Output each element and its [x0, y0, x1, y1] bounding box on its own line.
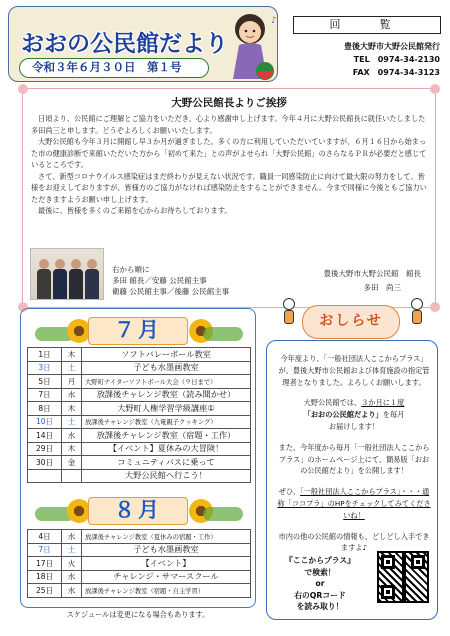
svg-text:♪: ♪ — [271, 16, 277, 26]
schedule-weekday: 月 — [62, 375, 82, 389]
notice-paragraph: また、今年度から毎月「一般社団法人ここからプラス」のホームページ上にて、簡易版「おおの公民館だより」を公開します！ — [278, 442, 430, 476]
schedule-weekday: 水 — [62, 530, 82, 544]
qr-finder-pattern — [411, 555, 425, 569]
schedule-event: ソフトバレーボール教室 — [82, 348, 251, 362]
qr-instructions — [275, 555, 365, 613]
schedule-row — [28, 469, 251, 483]
greeting-body — [31, 113, 429, 217]
qr-text-line: 右のQRコード — [294, 590, 346, 600]
schedule-event: 放課後チャレンジ教室（読み聞かせ） — [82, 388, 251, 402]
schedule-weekday: 木 — [62, 348, 82, 362]
schedule-day: 7日 — [28, 388, 62, 402]
schedule-weekday: 土 — [62, 543, 82, 557]
schedule-event: 【イベント】夏休みの大冒険！ — [82, 442, 251, 456]
leaf-decoration — [203, 507, 243, 521]
july-schedule-table — [27, 347, 251, 483]
schedule-event: 子ども水墨画教室 — [82, 361, 251, 375]
schedule-event: 放課後チャレンジ教室（宿題・工作） — [82, 429, 251, 443]
frame-corner-dot — [18, 84, 28, 94]
schedule-day: 4日 — [28, 530, 62, 544]
schedule-event: コミュニティバスに乗って — [82, 456, 251, 470]
staff-photo — [30, 248, 104, 300]
notice-paragraph — [277, 486, 431, 521]
schedule-weekday: 木 — [62, 402, 82, 416]
august-banner — [31, 497, 245, 525]
notice-text-underlined: 「一般社団法人ここからプラス」・・・通称「ココプラ」のHPをチェックしてみてくださいね！ — [277, 487, 431, 520]
schedule-weekday — [62, 469, 82, 483]
notice-badge: おしらせ — [302, 305, 400, 339]
greeting-paragraph: 日頃より、公民館にご理解とご協力をいただき、心より感謝申し上げます。今年４月に大野公民館長に就任いたしました多田尚三と申します。どうぞよろしくお願いいたします。 — [31, 114, 426, 135]
notice-text: ぜひ、 — [278, 487, 301, 497]
schedule-event: チャレンジ・サマースクール — [82, 570, 251, 584]
signature-name: 多田 尚三 — [363, 283, 401, 292]
schedule-weekday: 火 — [62, 557, 82, 571]
schedule-weekday: 水 — [62, 429, 82, 443]
greeting-title: 大野公民館長よりご挨拶 — [171, 97, 287, 109]
notice-paragraph — [277, 397, 431, 432]
caption-line: 多田 館長／安藤 公民館主事 — [112, 276, 207, 285]
schedule-day: 10日 — [28, 415, 62, 429]
schedule-day: 25日 — [28, 584, 62, 598]
schedule-weekday: 水 — [62, 584, 82, 598]
schedule-row — [28, 543, 251, 557]
issue-date: 令和３年６月３０日 第１号 — [19, 58, 209, 78]
schedule-day: 8日 — [28, 402, 62, 416]
schedule-day: 3日 — [28, 361, 62, 375]
staff-figure — [53, 259, 67, 299]
notice-text-bold: 「おおの公民館だより」 — [303, 410, 383, 420]
schedule-row — [28, 584, 251, 598]
schedule-day: 14日 — [28, 429, 62, 443]
schedule-row — [28, 361, 251, 375]
schedule-weekday: 木 — [62, 442, 82, 456]
notice-paragraph: 今年度より、「一般社団法人ここからプラス」が、豊後大野市公民館および体育施設の指定管理者となりました。よろしくお願いします。 — [278, 354, 430, 387]
notice-text: お届けします！ — [328, 421, 380, 431]
schedule-day: 17日 — [28, 557, 62, 571]
publisher-name: 豊後大野市大野公民館発行 — [344, 42, 440, 51]
frame-corner-dot — [430, 84, 440, 94]
greeting-paragraph: 大野公民館も今年３月に開館し早３か月が過ぎました。多くの方に利用していただいていますが、６月１６日から始まった市の健康診断で来館いただいた方から「初めて来た」との声がよせられ「大野公民館」のさらなるＰＲが必要だと感じているところです。 — [31, 137, 427, 169]
schedule-section — [20, 308, 256, 608]
caption-line: 右から順に — [112, 265, 150, 274]
august-label: ８月 — [88, 497, 188, 525]
schedule-row — [28, 415, 251, 429]
staff-figure — [85, 259, 99, 299]
schedule-event: 【イベント】 — [82, 557, 251, 571]
schedule-row — [28, 456, 251, 470]
schedule-row — [28, 388, 251, 402]
schedule-row — [28, 442, 251, 456]
frame-corner-dot — [430, 302, 440, 312]
qr-text-line: or — [315, 579, 325, 588]
schedule-day: 1日 — [28, 348, 62, 362]
schedule-weekday: 金 — [62, 456, 82, 470]
staff-figure — [69, 259, 83, 299]
photo-caption — [112, 264, 229, 297]
schedule-event: 大野町ナイターソフトボール大会（９日まで） — [82, 375, 251, 389]
schedule-weekday: 水 — [62, 388, 82, 402]
notice-figure-right — [408, 298, 426, 326]
schedule-row — [28, 570, 251, 584]
schedule-day: 7日 — [28, 543, 62, 557]
august-schedule-table — [27, 529, 251, 598]
qr-text-line: 『ここからプラス』 — [285, 556, 355, 565]
schedule-row — [28, 375, 251, 389]
schedule-weekday: 土 — [62, 415, 82, 429]
july-banner — [31, 317, 245, 345]
schedule-day — [28, 469, 62, 483]
qr-code[interactable] — [377, 551, 429, 603]
schedule-day: 5日 — [28, 375, 62, 389]
schedule-row — [28, 530, 251, 544]
schedule-event: 放課後チャレンジ教室（宿題・自主学習） — [82, 584, 251, 598]
schedule-day: 30日 — [28, 456, 62, 470]
greeting-paragraph: さて、新型コロナウイルス感染症はまだ終わりが見えない状況です。職員一同感染防止に向けて最大限の努力をして、皆様をお迎えしておりますが、皆様方のご協力がなければ感染防止をすることができません。今まで同様に今後ともご協力いただきますようお願い申し上げます。 — [31, 171, 427, 204]
july-label: ７月 — [88, 317, 188, 345]
publisher-fax: FAX 0974-34-3123 — [352, 68, 440, 77]
schedule-weekday: 土 — [62, 361, 82, 375]
mascot-illustration — [221, 9, 279, 81]
leaf-decoration — [203, 327, 243, 341]
notice-section — [266, 340, 438, 620]
newsletter-header — [8, 6, 278, 82]
schedule-event: 大野町人権学習学級講座① — [82, 402, 251, 416]
signature-org: 豊後大野市大野公民館 館長 — [323, 269, 421, 278]
schedule-event: 大野公民館へ行こう！ — [82, 469, 251, 483]
newsletter-title: おおの公民館だより — [21, 31, 228, 57]
schedule-row — [28, 348, 251, 362]
notice-figure-left — [280, 298, 298, 326]
schedule-event: 子ども水墨画教室 — [82, 543, 251, 557]
schedule-row — [28, 429, 251, 443]
schedule-note: スケジュールは変更になる場合もあります。 — [66, 610, 210, 619]
qr-text-line: を読み取り！ — [296, 602, 344, 611]
schedule-event: 放課後チャレンジ教室（九電親子クッキング） — [82, 415, 251, 429]
qr-finder-pattern — [381, 585, 395, 599]
notice-paragraph: 市内の他の公民館の情報も、どしどし入手できますよ♪ — [278, 531, 430, 553]
schedule-weekday: 水 — [62, 570, 82, 584]
signature — [324, 267, 422, 295]
schedule-row — [28, 402, 251, 416]
schedule-row — [28, 557, 251, 571]
notice-text-underlined: ３か月に１度 — [361, 398, 405, 408]
greeting-paragraph: 最後に、皆様を多くのご来館を心からお待ちしております。 — [38, 206, 232, 215]
publisher-tel: TEL 0974-34-2130 — [353, 55, 440, 64]
publisher-info — [300, 40, 440, 79]
circulation-label: 回 覧 — [293, 16, 441, 34]
schedule-day: 29日 — [28, 442, 62, 456]
staff-figure — [37, 259, 51, 299]
notice-text: を毎月 — [382, 410, 405, 420]
notice-body — [277, 353, 431, 563]
caption-line: 衛藤 公民館主事／後藤 公民館主事 — [112, 287, 230, 296]
schedule-event: 放課後チャレンジ教室（夏休みの宿題・工作） — [82, 530, 251, 544]
qr-finder-pattern — [381, 555, 395, 569]
schedule-day: 18日 — [28, 570, 62, 584]
qr-text-line: で検索！ — [304, 567, 336, 577]
notice-text: 大野公民館では、 — [303, 398, 362, 408]
